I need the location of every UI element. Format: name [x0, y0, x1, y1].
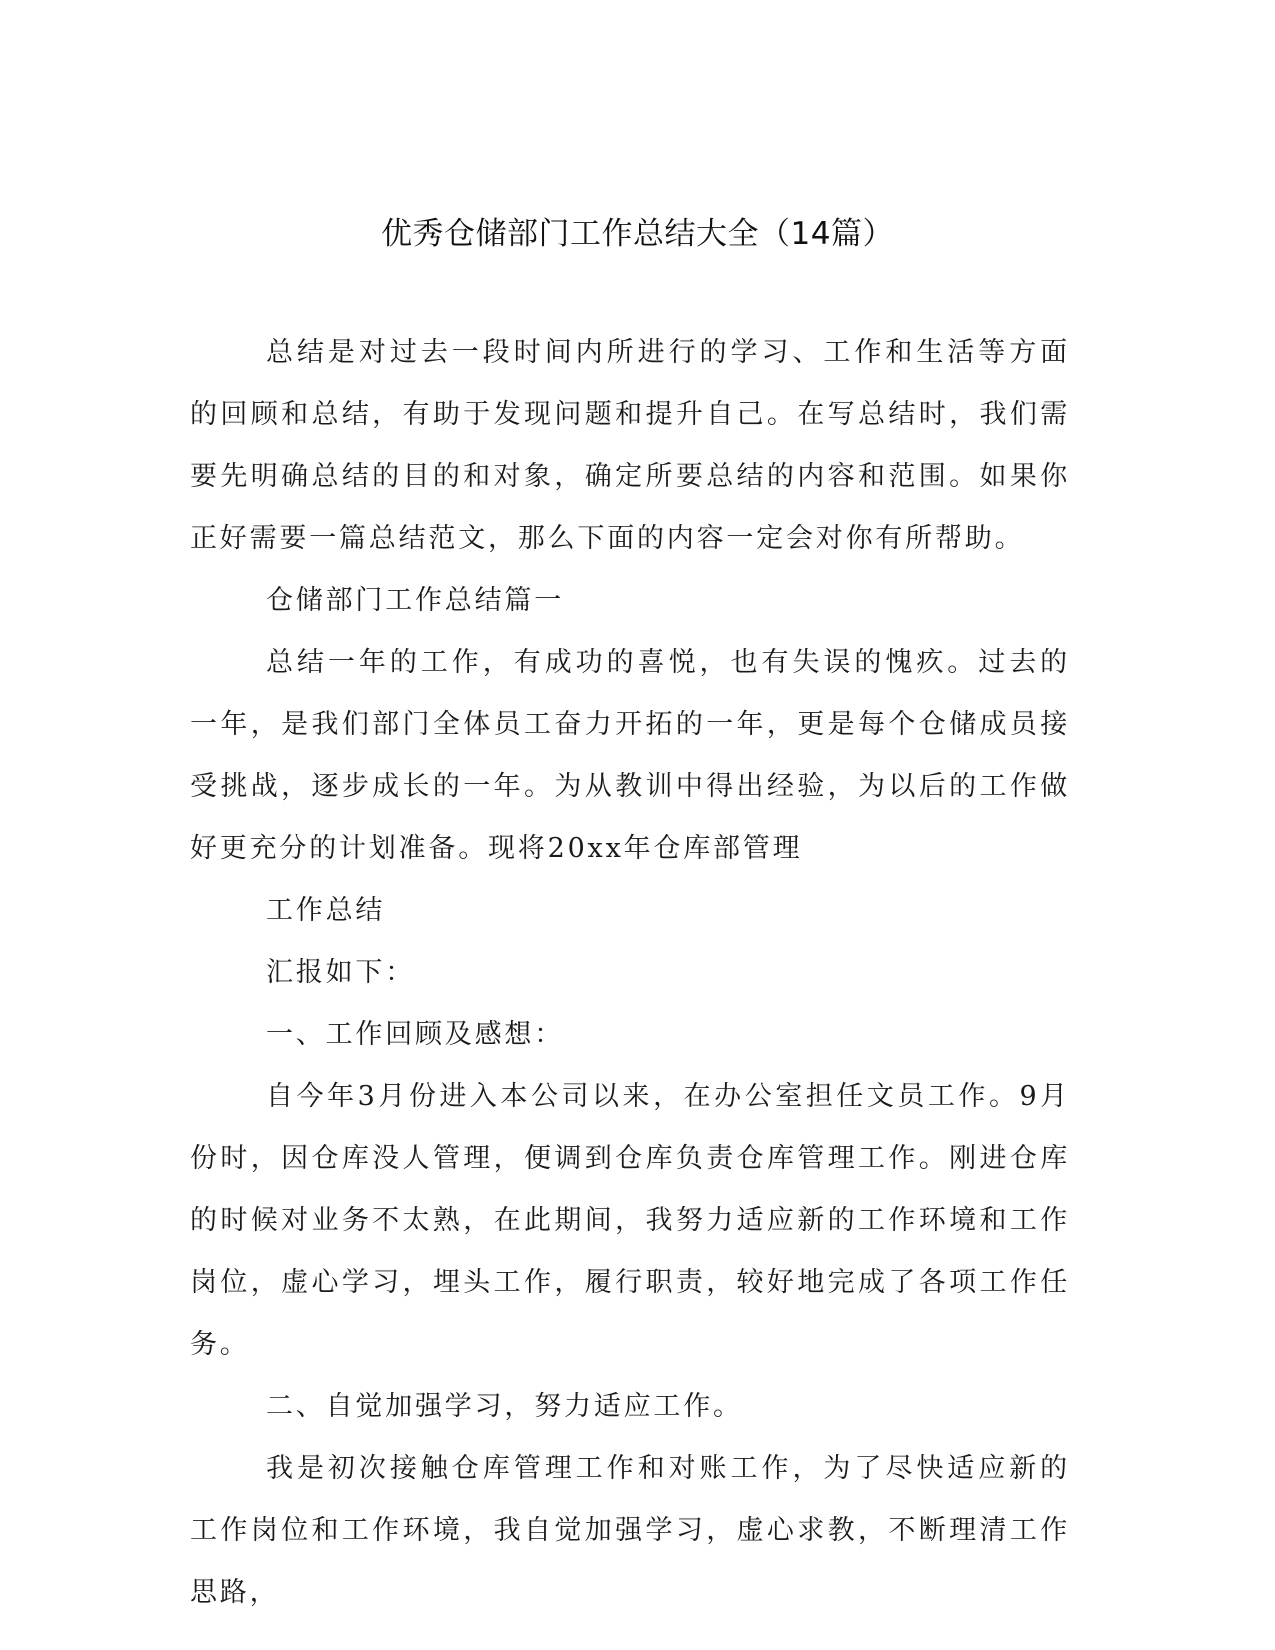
body-paragraph: 自今年3月份进入本公司以来，在办公室担任文员工作。9月份时，因仓库没人管理，便调到仓库负责仓库管理工作。刚进仓库的时候对业务不太熟，在此期间，我努力适应新的工作环境和工作岗位，虚心学习，埋头工作，履行职责，较好地完成了各项工作任务。	[190, 1081, 1070, 1360]
intro-paragraph: 总结是对过去一段时间内所进行的学习、工作和生活等方面的回顾和总结，有助于发现问题和提升自己。在写总结时，我们需要先明确总结的目的和对象，确定所要总结的内容和范围。如果你正好需要一篇总结范文，那么下面的内容一定会对你有所帮助。	[190, 337, 1070, 554]
section-heading: 仓储部门工作总结篇一	[266, 585, 564, 616]
body-paragraph: 我是初次接触仓库管理工作和对账工作，为了尽快适应新的工作岗位和工作环境，我自觉加强学习，虚心求教，不断理清工作思路，	[190, 1453, 1070, 1608]
body-paragraph: 汇报如下：	[266, 957, 415, 988]
document-body	[190, 322, 1070, 1624]
subsection-heading: 二、自觉加强学习，努力适应工作。	[266, 1391, 743, 1422]
subsection-heading: 一、工作回顾及感想：	[266, 1019, 564, 1050]
body-paragraph: 总结一年的工作，有成功的喜悦，也有失误的愧疚。过去的一年，是我们部门全体员工奋力开拓的一年，更是每个仓储成员接受挑战，逐步成长的一年。为从教训中得出经验，为以后的工作做好更充分的计划准备。现将20xx年仓库部管理	[190, 647, 1070, 864]
body-paragraph: 工作总结	[266, 895, 386, 926]
document-title: 优秀仓储部门工作总结大全（14篇）	[381, 216, 894, 252]
